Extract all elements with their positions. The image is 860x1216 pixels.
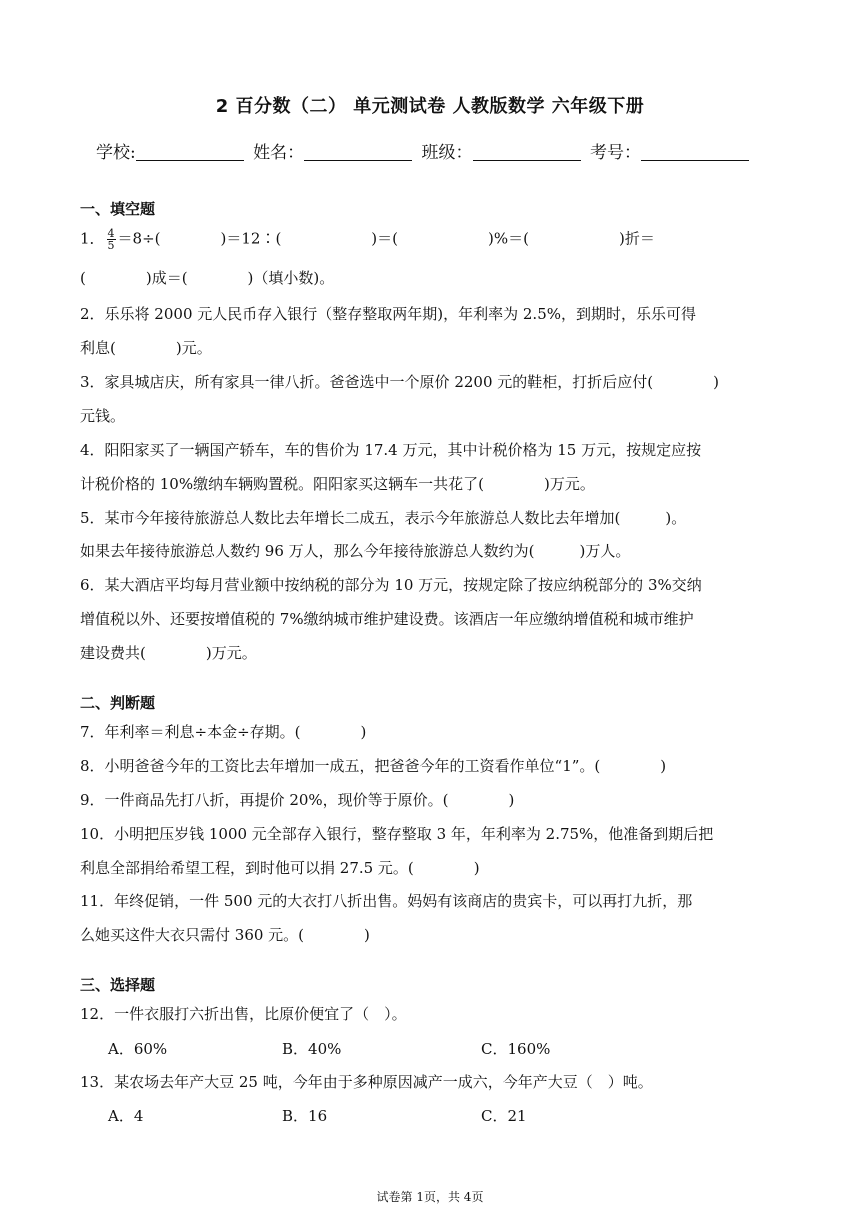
question-10-line-1: 10．小明把压岁钱 1000 元全部存入银行，整存整取 3 年，年利率为 2.75%，他准备到期后把 [80, 825, 714, 843]
question-5-line-1: 5．某市今年接待旅游总人数比去年增长二成五，表示今年旅游总人数比去年增加( )。 [80, 509, 687, 527]
question-13-stem: 13．某农场去年产大豆 25 吨，今年由于多种原因减产一成六，今年产大豆（ ）吨。 [80, 1073, 653, 1091]
question-11-line-2: 么她买这件大衣只需付 360 元。( ) [80, 926, 370, 944]
school-label: 学校: [96, 143, 136, 163]
question-10-line-2: 利息全部捐给希望工程，到时他可以捐 27.5 元。( ) [80, 859, 480, 877]
question-9: 9．一件商品先打八折，再提价 20%，现价等于原价。( ) [80, 791, 515, 809]
question-1-number: 1． [80, 229, 105, 248]
question-11-line-1: 11．年终促销，一件 500 元的大衣打八折出售。妈妈有该商店的贵宾卡，可以再打九折，那 [80, 892, 693, 910]
fraction-denominator: 5 [107, 239, 115, 252]
question-4-line-1: 4．阳阳家买了一辆国产轿车，车的售价为 17.4 万元，其中计税价格为 15 万元，按规定应按 [80, 441, 702, 459]
question-6-line-3: 建设费共( )万元。 [80, 644, 257, 662]
question-12-option-a: A．60% [108, 1040, 168, 1058]
question-6-line-1: 6．某大酒店平均每月营业额中按纳税的部分为 10 万元，按规定除了按应纳税部分的 3%交纳 [80, 576, 702, 594]
name-label: 姓名： [253, 143, 305, 163]
question-3-line-1: 3．家具城店庆，所有家具一律八折。爸爸选中一个原价 2200 元的鞋柜，打折后应付( ) [80, 373, 719, 391]
question-12-option-b: B．40% [282, 1040, 342, 1058]
page-title: 2 百分数（二） 单元测试卷 人教版数学 六年级下册 [215, 96, 645, 117]
fraction-4-5 [107, 228, 116, 251]
question-12-stem: 12．一件衣服打六折出售，比原价便宜了（ ）。 [80, 1005, 407, 1023]
question-8: 8．小明爸爸今年的工资比去年增加一成五，把爸爸今年的工资看作单位“1”。( ) [80, 757, 667, 775]
question-7: 7．年利率＝利息÷本金÷存期。( ) [80, 723, 367, 741]
question-6-line-2: 增值税以外、还要按增值税的 7%缴纳城市维护建设费。该酒店一年应缴纳增值税和城市维护 [80, 610, 694, 628]
section-heading-true-false: 二、判断题 [80, 694, 156, 712]
question-3-line-2: 元钱。 [80, 407, 126, 425]
question-1-rest: ＝8÷( )＝12∶( )＝( )%＝( )折＝ [117, 229, 655, 248]
section-heading-multiple-choice: 三、选择题 [80, 976, 156, 994]
question-13-option-a: A．4 [108, 1107, 144, 1125]
question-13-option-b: B．16 [282, 1107, 328, 1125]
class-label: 班级： [421, 143, 473, 163]
student-info-row [96, 138, 753, 163]
class-blank [473, 142, 581, 161]
section-heading-fill-in: 一、填空题 [80, 200, 156, 218]
question-13-option-c: C．21 [481, 1107, 527, 1125]
exam-no-label: 考号： [589, 143, 641, 163]
page-footer: 试卷第 1页，共 4页 [376, 1190, 484, 1204]
question-1-line-2: ( )成＝( )（填小数)。 [80, 269, 335, 287]
fraction-numerator: 4 [107, 227, 115, 240]
question-5-line-2: 如果去年接待旅游总人数约 96 万人，那么今年接待旅游总人数约为( )万人。 [80, 542, 631, 560]
question-4-line-2: 计税价格的 10%缴纳车辆购置税。阳阳家买这辆车一共花了( )万元。 [80, 475, 595, 493]
exam-no-blank [641, 142, 749, 161]
question-12-option-c: C．160% [481, 1040, 551, 1058]
question-2-line-1: 2．乐乐将 2000 元人民币存入银行（整存整取两年期)，年利率为 2.5%，到期时，乐乐可得 [80, 305, 696, 323]
question-2-line-2: 利息( )元。 [80, 339, 212, 357]
question-1-line-1 [80, 228, 655, 251]
school-blank [136, 142, 244, 161]
name-blank [304, 142, 412, 161]
